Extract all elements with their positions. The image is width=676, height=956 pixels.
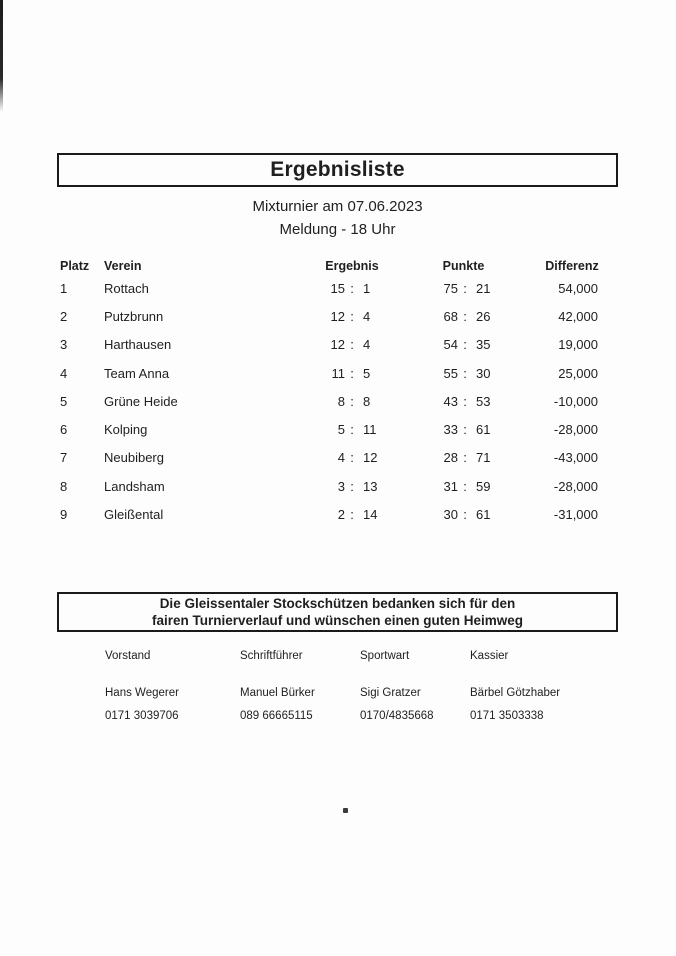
colon-separator: : (463, 280, 467, 296)
cell-ergebnis-for: 2 (337, 507, 345, 523)
table-row (58, 331, 618, 359)
results-table (58, 258, 618, 529)
cell-ergebnis-against: 13 (363, 478, 378, 494)
contact-schriftfuehrer (240, 650, 360, 724)
colon-separator: : (350, 507, 354, 523)
scan-artifact-left-edge (0, 0, 3, 112)
cell-punkte-against: 26 (476, 308, 491, 324)
cell-punkte-for: 30 (443, 507, 458, 523)
colon-separator: : (350, 365, 354, 381)
cell-punkte-for: 33 (443, 422, 458, 438)
cell-verein: Neubiberg (104, 450, 164, 466)
cell-verein: Rottach (104, 280, 149, 296)
cell-ergebnis-against: 4 (363, 337, 371, 353)
header-verein: Verein (104, 259, 142, 273)
contact-name: Manuel Bürker (240, 687, 315, 699)
cell-punkte-against: 61 (476, 507, 491, 523)
contact-name: Bärbel Götzhaber (470, 687, 561, 699)
cell-differenz: 25,000 (558, 365, 598, 381)
cell-ergebnis-for: 12 (330, 337, 345, 353)
cell-ergebnis-for: 4 (337, 450, 345, 466)
cell-verein: Team Anna (104, 365, 170, 381)
cell-differenz: -28,000 (553, 422, 598, 438)
colon-separator: : (350, 422, 354, 438)
cell-punkte-against: 30 (476, 365, 491, 381)
cell-differenz: -43,000 (553, 450, 598, 466)
cell-differenz: -28,000 (553, 478, 598, 494)
contacts-block (105, 650, 620, 724)
cell-differenz: 19,000 (558, 337, 598, 353)
contact-name: Sigi Gratzer (360, 687, 421, 699)
notice-line-2: fairen Turnierverlauf und wünschen einen guten Heimweg (151, 613, 524, 628)
colon-separator: : (463, 507, 467, 523)
table-row (58, 472, 618, 500)
table-row (58, 500, 618, 528)
cell-ergebnis-for: 5 (337, 422, 345, 438)
contact-kassier (470, 650, 620, 724)
table-header-row (58, 258, 618, 274)
cell-ergebnis-against: 4 (363, 308, 371, 324)
contact-role: Vorstand (105, 650, 151, 662)
subtitle-report-time: Meldung - 18 Uhr (279, 221, 396, 238)
contact-role: Schriftführer (240, 650, 303, 662)
colon-separator: : (463, 478, 467, 494)
cell-punkte-against: 61 (476, 422, 491, 438)
scan-artifact-dot (343, 808, 348, 813)
cell-verein: Putzbrunn (104, 308, 164, 324)
cell-platz: 1 (60, 280, 68, 296)
header-platz: Platz (60, 259, 90, 273)
table-row (58, 359, 618, 387)
contact-phone: 089 66665115 (240, 710, 313, 722)
colon-separator: : (350, 450, 354, 466)
cell-differenz: 54,000 (558, 280, 598, 296)
cell-verein: Gleißental (104, 507, 164, 523)
colon-separator: : (463, 393, 467, 409)
table-row (58, 415, 618, 443)
contact-sportwart (360, 650, 470, 724)
cell-punkte-against: 35 (476, 337, 491, 353)
contact-role: Sportwart (360, 650, 410, 662)
table-row (58, 302, 618, 330)
cell-ergebnis-against: 14 (363, 507, 378, 523)
page-title: Ergebnisliste (270, 158, 405, 181)
title-box (57, 153, 618, 187)
cell-verein: Grüne Heide (104, 393, 178, 409)
table-row (58, 274, 618, 302)
cell-ergebnis-for: 12 (330, 308, 345, 324)
cell-platz: 2 (60, 308, 68, 324)
cell-punkte-against: 59 (476, 478, 491, 494)
cell-punkte-against: 21 (476, 280, 491, 296)
cell-punkte-for: 43 (443, 393, 458, 409)
cell-ergebnis-for: 11 (331, 365, 345, 381)
thank-you-notice (57, 592, 618, 632)
cell-punkte-for: 31 (443, 478, 458, 494)
colon-separator: : (350, 337, 354, 353)
cell-platz: 6 (60, 422, 68, 438)
cell-ergebnis-for: 3 (337, 478, 345, 494)
contact-role: Kassier (470, 650, 509, 662)
colon-separator: : (350, 393, 354, 409)
cell-platz: 4 (60, 365, 68, 381)
cell-ergebnis-against: 5 (363, 365, 371, 381)
cell-ergebnis-against: 1 (363, 280, 371, 296)
cell-differenz: -10,000 (553, 393, 598, 409)
cell-ergebnis-for: 8 (337, 393, 345, 409)
cell-platz: 5 (60, 393, 68, 409)
contact-name: Hans Wegerer (105, 687, 179, 699)
cell-ergebnis-against: 12 (363, 450, 378, 466)
colon-separator: : (350, 308, 354, 324)
cell-punkte-for: 54 (443, 337, 458, 353)
notice-line-1: Die Gleissentaler Stockschützen bedanken sich für den (159, 596, 516, 611)
cell-platz: 3 (60, 337, 68, 353)
colon-separator: : (463, 450, 467, 466)
colon-separator: : (463, 337, 467, 353)
colon-separator: : (350, 478, 354, 494)
cell-ergebnis-against: 11 (363, 422, 377, 438)
header-differenz: Differenz (545, 259, 599, 273)
cell-punkte-against: 53 (476, 393, 491, 409)
cell-verein: Harthausen (104, 337, 172, 353)
cell-punkte-for: 75 (443, 280, 458, 296)
cell-punkte-for: 55 (443, 365, 458, 381)
cell-verein: Landsham (104, 478, 165, 494)
contact-phone: 0171 3039706 (105, 710, 179, 722)
cell-ergebnis-against: 8 (363, 393, 371, 409)
subtitle-date: Mixturnier am 07.06.2023 (252, 198, 423, 215)
table-row (58, 387, 618, 415)
header-ergebnis: Ergebnis (325, 259, 379, 273)
cell-platz: 7 (60, 450, 68, 466)
colon-separator: : (463, 308, 467, 324)
colon-separator: : (463, 365, 467, 381)
cell-platz: 9 (60, 507, 68, 523)
cell-platz: 8 (60, 478, 68, 494)
cell-punkte-against: 71 (476, 450, 491, 466)
header-punkte: Punkte (442, 259, 485, 273)
cell-differenz: 42,000 (558, 308, 598, 324)
cell-punkte-for: 68 (443, 308, 458, 324)
table-row (58, 444, 618, 472)
cell-punkte-for: 28 (443, 450, 458, 466)
contact-phone: 0171 3503338 (470, 710, 544, 722)
cell-verein: Kolping (104, 422, 148, 438)
colon-separator: : (350, 280, 354, 296)
cell-ergebnis-for: 15 (330, 280, 345, 296)
cell-differenz: -31,000 (553, 507, 598, 523)
contact-vorstand (105, 650, 240, 724)
contact-phone: 0170/4835668 (360, 710, 434, 722)
colon-separator: : (463, 422, 467, 438)
